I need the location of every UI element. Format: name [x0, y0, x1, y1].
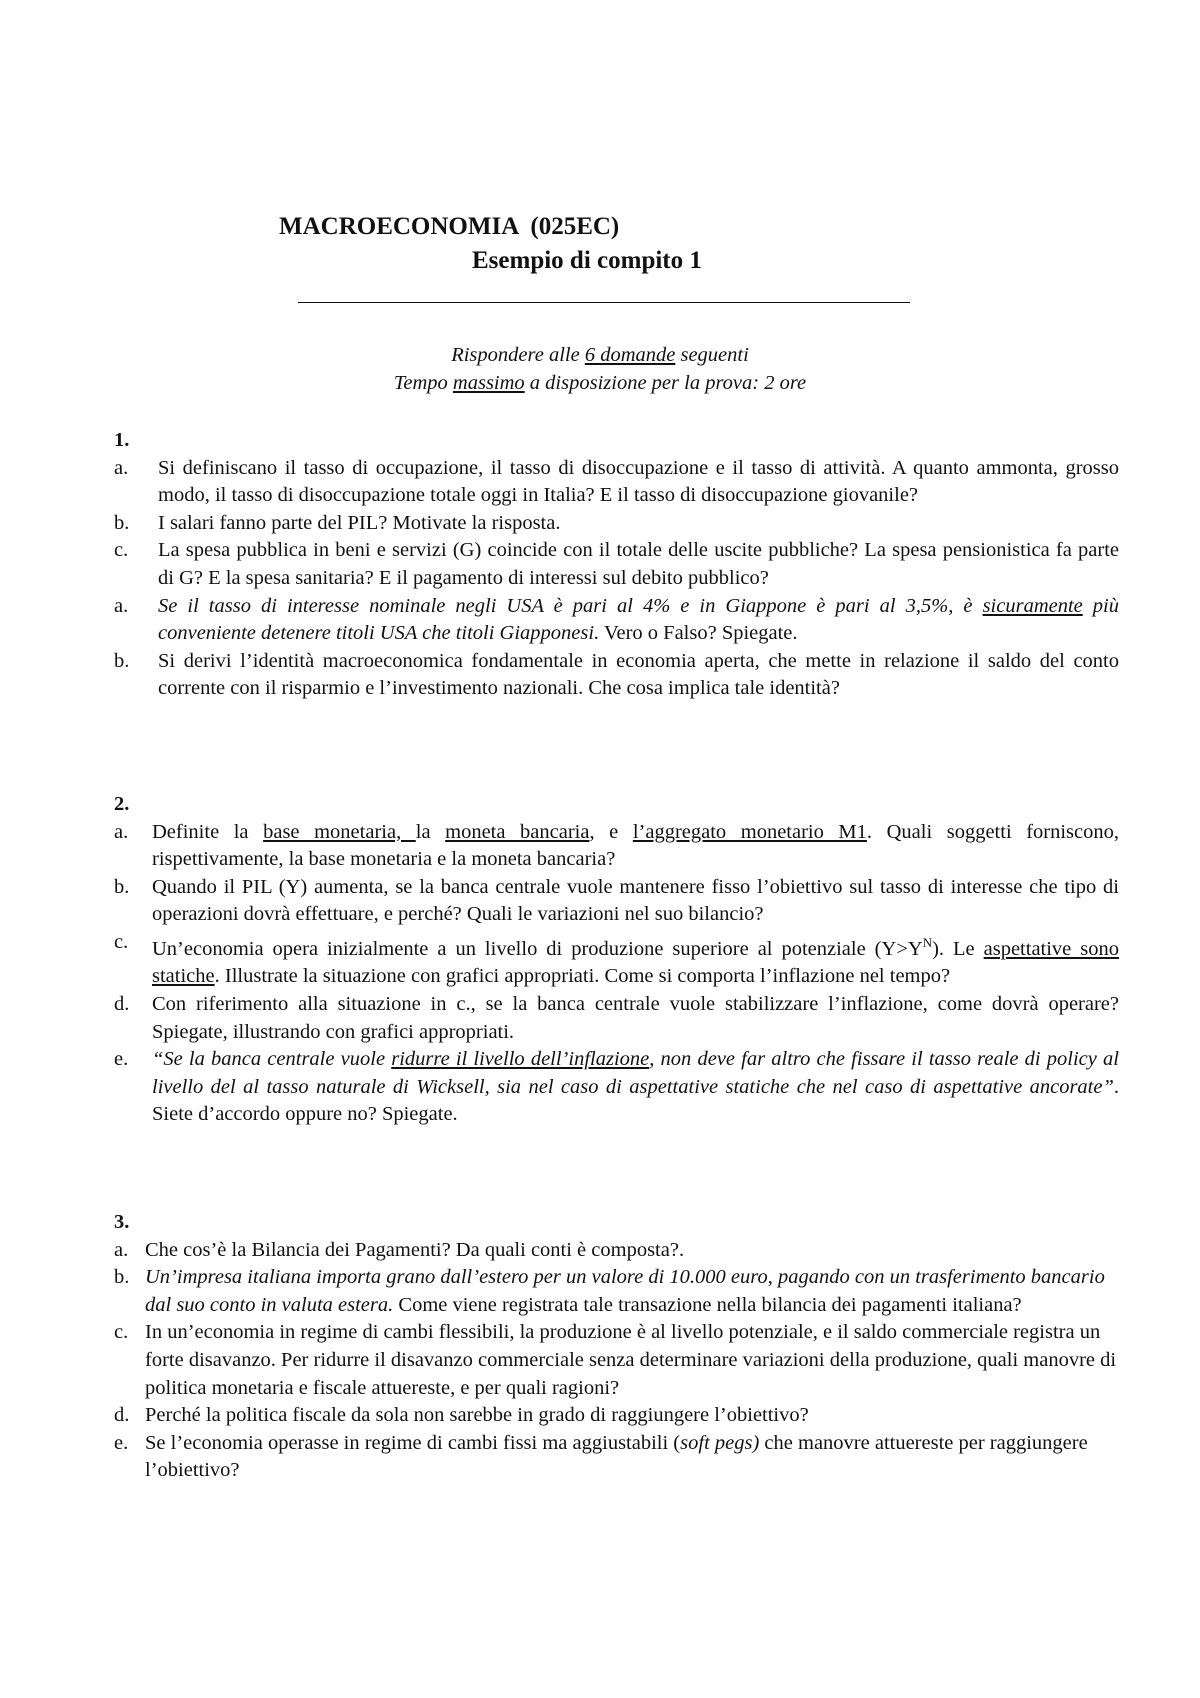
item-letter: b.	[114, 649, 130, 672]
item-letter: a.	[114, 594, 129, 617]
italic-text: “Se la banca centrale vuole	[152, 1048, 392, 1071]
instr-text: Tempo	[393, 372, 453, 394]
item-text: La spesa pubblica in beni e servizi (G) coincide con il totale delle uscite pubbliche? La spesa pensionistica fa parte di G? E la spesa sanitaria? E il pagamento di interessi sul debito pubblico?	[158, 539, 1119, 589]
instr-text: a disposizione per la prova: 2 ore	[524, 372, 807, 394]
italic-text: , non deve far altro che fissare il tasso reale di policy al livello del al tasso naturale di Wicksell, sia nel caso di aspettative statiche che nel caso di aspettative ancorate”	[152, 1048, 1119, 1098]
title-block	[279, 210, 919, 278]
instructions-line-1	[0, 341, 1200, 369]
plain-text: Come viene registrata tale transazione nella bilancia dei pagamenti italiana?	[393, 1293, 1022, 1316]
item-letter: a.	[114, 1238, 129, 1261]
question-item	[114, 819, 1119, 874]
item-text: Si derivi l’identità macroeconomica fondamentale in economia aperta, che mette in relazione il saldo del conto corrente con il risparmio e l’investimento nazionali. Che cosa implica tale identità?	[158, 649, 1119, 700]
question-section-2	[114, 791, 1119, 1129]
plain-text: . Quali soggetti forniscono, rispettivamente, la base monetaria e la moneta bancaria?	[152, 820, 1120, 871]
instr-underline: 6 domande	[584, 344, 676, 366]
item-text: Si definiscano il tasso di occupazione, il tasso di disoccupazione e il tasso di attività. A quanto ammonta, grosso modo, il tasso di disoccupazione totale oggi in Italia? E il tasso di disoccupazione giovanile?	[158, 456, 1119, 507]
item-text	[145, 1264, 1119, 1319]
plain-text: . Siete d’accordo oppure no? Spiegate.	[152, 1075, 1119, 1126]
italic-text: Un’impresa italiana importa grano dall’estero per un valore di 10.000 euro, pagando con un trasferimento bancario dal suo conto in valuta estera.	[145, 1266, 1105, 1316]
italic-text: più conveniente detenere titoli USA che titoli Giapponesi.	[158, 594, 1119, 645]
course-title: MACROECONOMIA (025EC)	[279, 213, 620, 240]
plain-text: Se l’economia operasse in regime di cambi fissi ma aggiustabili (	[145, 1431, 681, 1454]
question-item	[114, 455, 1119, 510]
item-letter: c.	[114, 539, 129, 562]
question-section-1	[114, 427, 1119, 703]
item-text: In un’economia in regime di cambi flessibili, la produzione è al livello potenziale, e il saldo commerciale registra un forte disavanzo. Per ridurre il disavanzo commerciale senza determinare variazioni della produzione, quali manovre di politica monetaria e fiscale attuereste, e per quali ragioni?	[145, 1321, 1117, 1399]
question-item	[114, 991, 1119, 1046]
underlined-text: base monetaria,	[263, 820, 416, 843]
underlined-text: l’aggregato monetario M1	[632, 820, 867, 843]
question-item	[114, 510, 1119, 538]
superscript: N	[922, 934, 933, 950]
item-text	[152, 819, 1119, 874]
section-number: 3.	[114, 1211, 130, 1233]
item-letter: c.	[114, 1321, 129, 1344]
italic-text: soft pegs)	[680, 1431, 760, 1454]
item-text	[145, 1430, 1119, 1485]
title-divider	[298, 302, 910, 303]
item-letter: e.	[114, 1431, 129, 1454]
plain-text: Un’economia opera inizialmente a un livello di produzione superiore al potenziale (Y>Y	[152, 937, 923, 960]
question-item	[114, 593, 1119, 648]
item-text	[152, 1046, 1119, 1129]
item-letter: d.	[114, 992, 130, 1015]
item-letter: a.	[114, 820, 129, 843]
item-letter: b.	[114, 511, 130, 534]
underlined-text: sicuramente	[982, 594, 1083, 617]
item-text: Che cos’è la Bilancia dei Pagamenti? Da quali conti è composta?.	[145, 1238, 685, 1261]
instructions	[0, 341, 1200, 397]
section-number: 2.	[114, 793, 130, 815]
plain-text: Vero o Falso? Spiegate.	[599, 622, 798, 645]
question-item	[114, 537, 1119, 592]
item-letter: e.	[114, 1048, 129, 1071]
question-item	[114, 1402, 1119, 1430]
question-item	[114, 1237, 1119, 1265]
item-text	[152, 929, 1119, 991]
exam-title: Esempio di compito 1	[472, 247, 702, 274]
item-text: I salari fanno parte del PIL? Motivate la risposta.	[158, 511, 561, 534]
question-item	[114, 1264, 1119, 1319]
plain-text: . Illustrate la situazione con grafici appropriati. Come si comporta l’inflazione nel tempo?	[214, 965, 951, 988]
item-letter: b.	[114, 1266, 130, 1289]
item-text: Perché la politica fiscale da sola non sarebbe in grado di raggiungere l’obiettivo?	[145, 1404, 809, 1427]
question-item	[114, 1430, 1119, 1485]
italic-text: Se il tasso di interesse nominale negli USA è pari al 4% e in Giappone è pari al 3,5%, è	[158, 594, 983, 617]
instr-underline: massimo	[452, 372, 525, 394]
plain-text: ). Le	[932, 937, 984, 960]
question-item	[114, 648, 1119, 703]
item-letter: c.	[114, 930, 129, 953]
plain-text: che manovre attuereste per raggiungere l’obiettivo?	[145, 1431, 1088, 1482]
item-letter: b.	[114, 875, 130, 898]
question-item	[114, 874, 1119, 929]
instructions-line-2	[0, 369, 1200, 397]
plain-text: , e	[589, 820, 633, 843]
instr-text: Rispondere alle	[451, 344, 585, 366]
section-number: 1.	[114, 429, 130, 451]
item-text: Con riferimento alla situazione in c., se la banca centrale vuole stabilizzare l’inflazione, come dovrà operare? Spiegate, illustrando con grafici appropriati.	[152, 992, 1119, 1043]
question-item	[114, 1319, 1119, 1402]
plain-text: la	[415, 820, 446, 843]
underlined-text: ridurre il livello dell’inflazione	[391, 1048, 650, 1071]
item-text	[158, 593, 1119, 648]
plain-text: Definite la	[152, 820, 264, 843]
instr-text: seguenti	[675, 344, 749, 366]
item-letter: d.	[114, 1404, 130, 1427]
item-text: Quando il PIL (Y) aumenta, se la banca centrale vuole mantenere fisso l’obiettivo sul tasso di interesse che tipo di operazioni dovrà effettuare, e perché? Quali le variazioni nel suo bilancio?	[152, 875, 1119, 926]
question-section-3	[114, 1209, 1119, 1485]
item-letter: a.	[114, 456, 129, 479]
question-item	[114, 929, 1119, 991]
question-item	[114, 1046, 1119, 1129]
underlined-text: moneta bancaria	[445, 820, 590, 843]
underlined-text: aspettative sono statiche	[152, 937, 1119, 988]
